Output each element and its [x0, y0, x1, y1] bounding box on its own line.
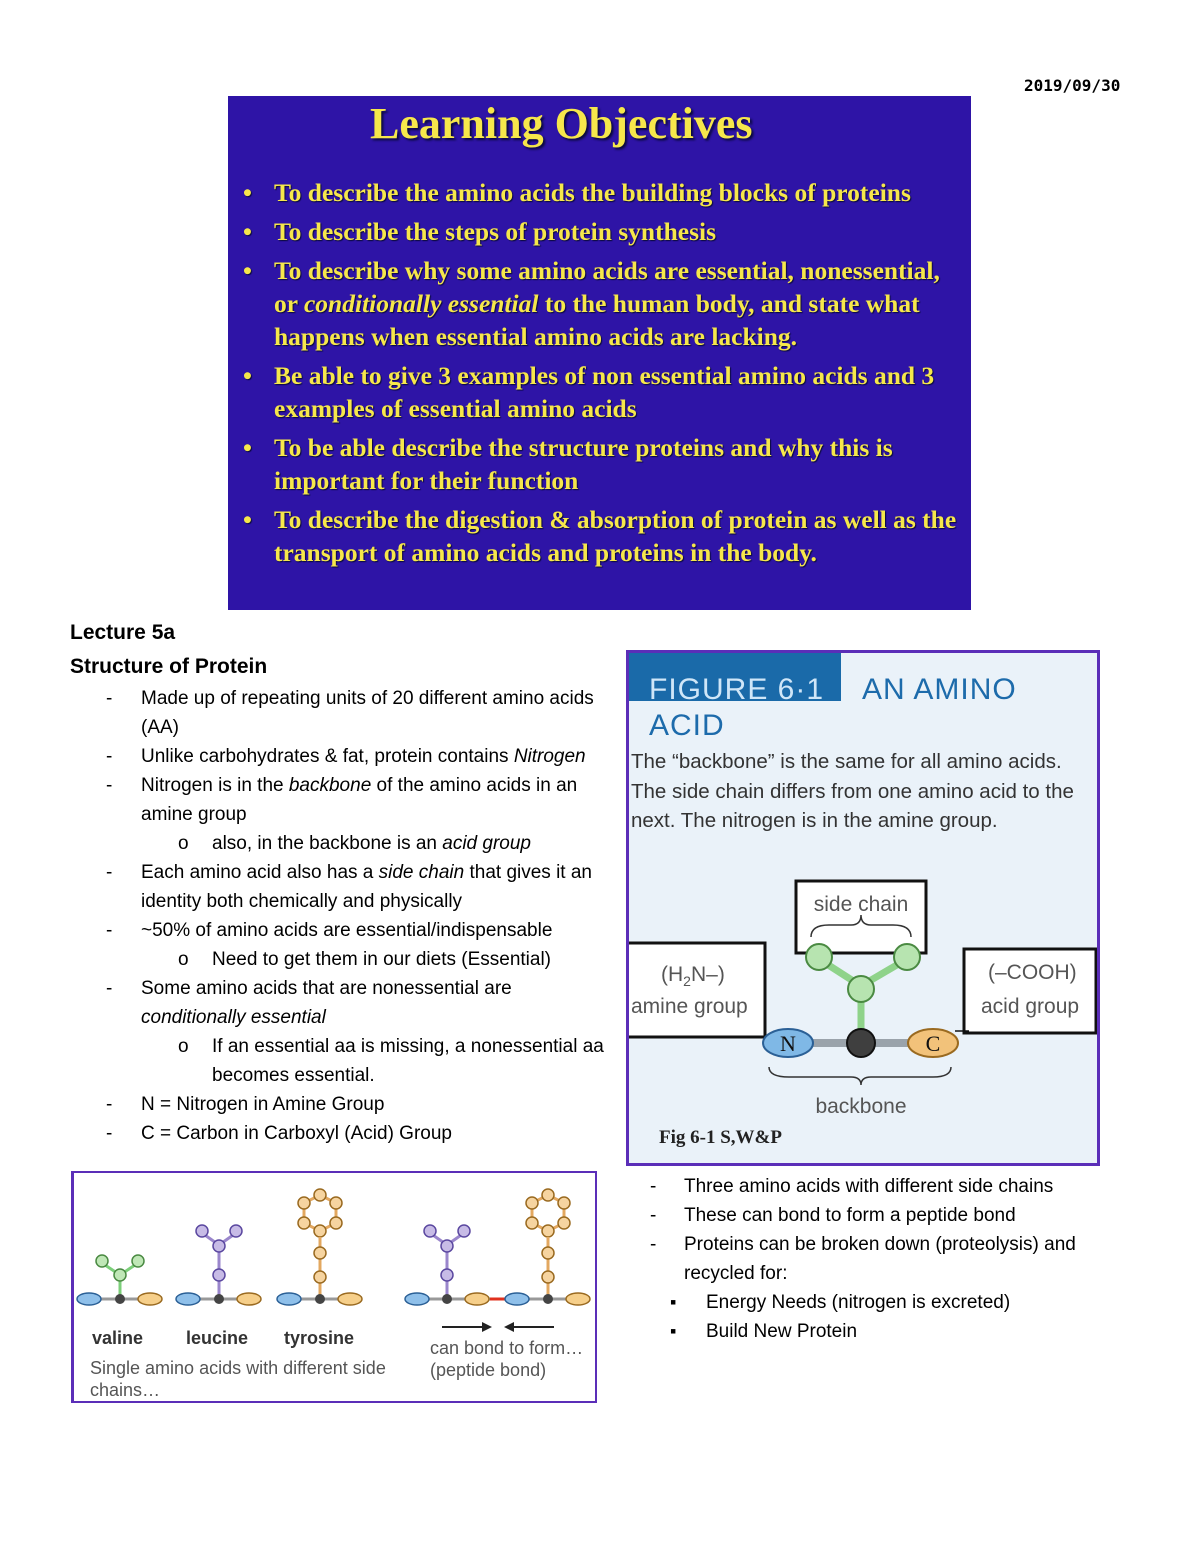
nitrogen-label: N — [780, 1031, 796, 1056]
note-item: - Each amino acid also has a side chain that gives it an identity both chemically and physically — [70, 858, 615, 916]
note-subitem: ▪ Build New Protein — [648, 1317, 1148, 1346]
acid-label: acid group — [981, 995, 1080, 1018]
objective-item: • Be able to give 3 examples of non essential amino acids and 3 examples of essential amino acids — [236, 359, 961, 425]
amine-formula: $(H_2N-)$ — [661, 963, 725, 989]
side-chain-atom — [848, 976, 874, 1002]
note-item: - N = Nitrogen in Amine Group — [70, 1090, 615, 1119]
note-item: - Unlike carbohydrates & fat, protein contains Nitrogen — [70, 742, 615, 771]
objective-item: • To describe the digestion & absorption of protein as well as the transport of amino acids and proteins in the body. — [236, 503, 961, 569]
left-arrow-icon — [504, 1322, 514, 1332]
dipeptide-molecule — [405, 1189, 590, 1305]
amino-acid-diagram — [629, 653, 1097, 1163]
figure-amino-acid — [626, 650, 1100, 1166]
section-heading: Structure of Protein — [70, 655, 268, 678]
side-chain-label: side chain — [813, 893, 909, 916]
amine-box — [629, 943, 765, 1037]
figure-title: AN AMINO — [862, 673, 1017, 706]
peptide-bond-figure — [71, 1171, 597, 1403]
note-subitem: o also, in the backbone is an acid group — [70, 829, 615, 858]
document-date: 2019/09/30 — [1024, 76, 1121, 95]
figure-source: Fig 6-1 S,W&P — [659, 1127, 782, 1148]
valine-label: valine — [92, 1328, 144, 1348]
amine-label: amine group — [631, 995, 748, 1018]
note-item: - Proteins can be broken down (proteolysis) and recycled for: — [648, 1230, 1148, 1288]
objectives-list — [236, 176, 961, 575]
acid-formula: (–COOH) — [988, 961, 1077, 984]
note-item: - These can bond to form a peptide bond — [648, 1201, 1148, 1230]
side-chain-atom — [894, 944, 920, 970]
bond-caption: can bond to form… — [430, 1338, 584, 1358]
carbon-label: C — [925, 1031, 941, 1056]
figure-title-continued: ACID — [649, 709, 725, 742]
note-item: - Nitrogen is in the backbone of the amino acids in an amine group — [70, 771, 615, 829]
side-chain-atom — [806, 944, 832, 970]
objective-item: • To describe the amino acids the building blocks of proteins — [236, 176, 961, 209]
leucine-molecule — [176, 1225, 261, 1305]
note-item: - C = Carbon in Carboxyl (Acid) Group — [70, 1119, 615, 1148]
backbone-brace — [769, 1067, 951, 1085]
objective-item: • To describe the steps of protein synthesis — [236, 215, 961, 248]
note-item: - Three amino acids with different side chains — [648, 1172, 1148, 1201]
note-item: - Some amino acids that are nonessential are conditionally essential — [70, 974, 615, 1032]
note-item: - ~50% of amino acids are essential/indispensable — [70, 916, 615, 945]
figure-number: FIGURE 6·1 — [649, 673, 825, 706]
right-notes — [648, 1172, 1148, 1346]
objective-item: • To describe why some amino acids are essential, nonessential, or conditionally essential to the human body, and state what happens when essential amino acids are lacking. — [236, 254, 961, 353]
note-subitem: o Need to get them in our diets (Essential) — [70, 945, 615, 974]
right-arrow-icon — [482, 1322, 492, 1332]
note-subitem: o If an essential aa is missing, a nonessential aa becomes essential. — [70, 1032, 615, 1090]
notes-list — [70, 684, 615, 1148]
right-notes-list — [648, 1172, 1148, 1346]
valine-molecule — [77, 1255, 162, 1305]
peptide-bond-caption: (peptide bond) — [430, 1360, 547, 1380]
note-item: - Made up of repeating units of 20 different amino acids (AA) — [70, 684, 615, 742]
slide-title: Learning Objectives — [370, 99, 753, 148]
alpha-carbon-atom — [847, 1029, 875, 1057]
backbone-label: backbone — [815, 1095, 907, 1118]
objective-item: • To be able describe the structure proteins and why this is important for their function — [236, 431, 961, 497]
note-subitem: ▪ Energy Needs (nitrogen is excreted) — [648, 1288, 1148, 1317]
figure-caption: The “backbone” is the same for all amino acids. The side chain differs from one amino acid to the next. The nitrogen is in the amine group. — [631, 750, 1074, 832]
leucine-label: leucine — [186, 1328, 249, 1348]
tyrosine-molecule — [277, 1189, 362, 1305]
learning-objectives-slide — [228, 96, 971, 610]
single-amino-acids-caption: Single amino acids with different side chains… — [90, 1358, 386, 1400]
lecture-title: Lecture 5a — [70, 621, 176, 644]
lecture-notes — [70, 616, 615, 1148]
tyrosine-label: tyrosine — [284, 1328, 355, 1348]
